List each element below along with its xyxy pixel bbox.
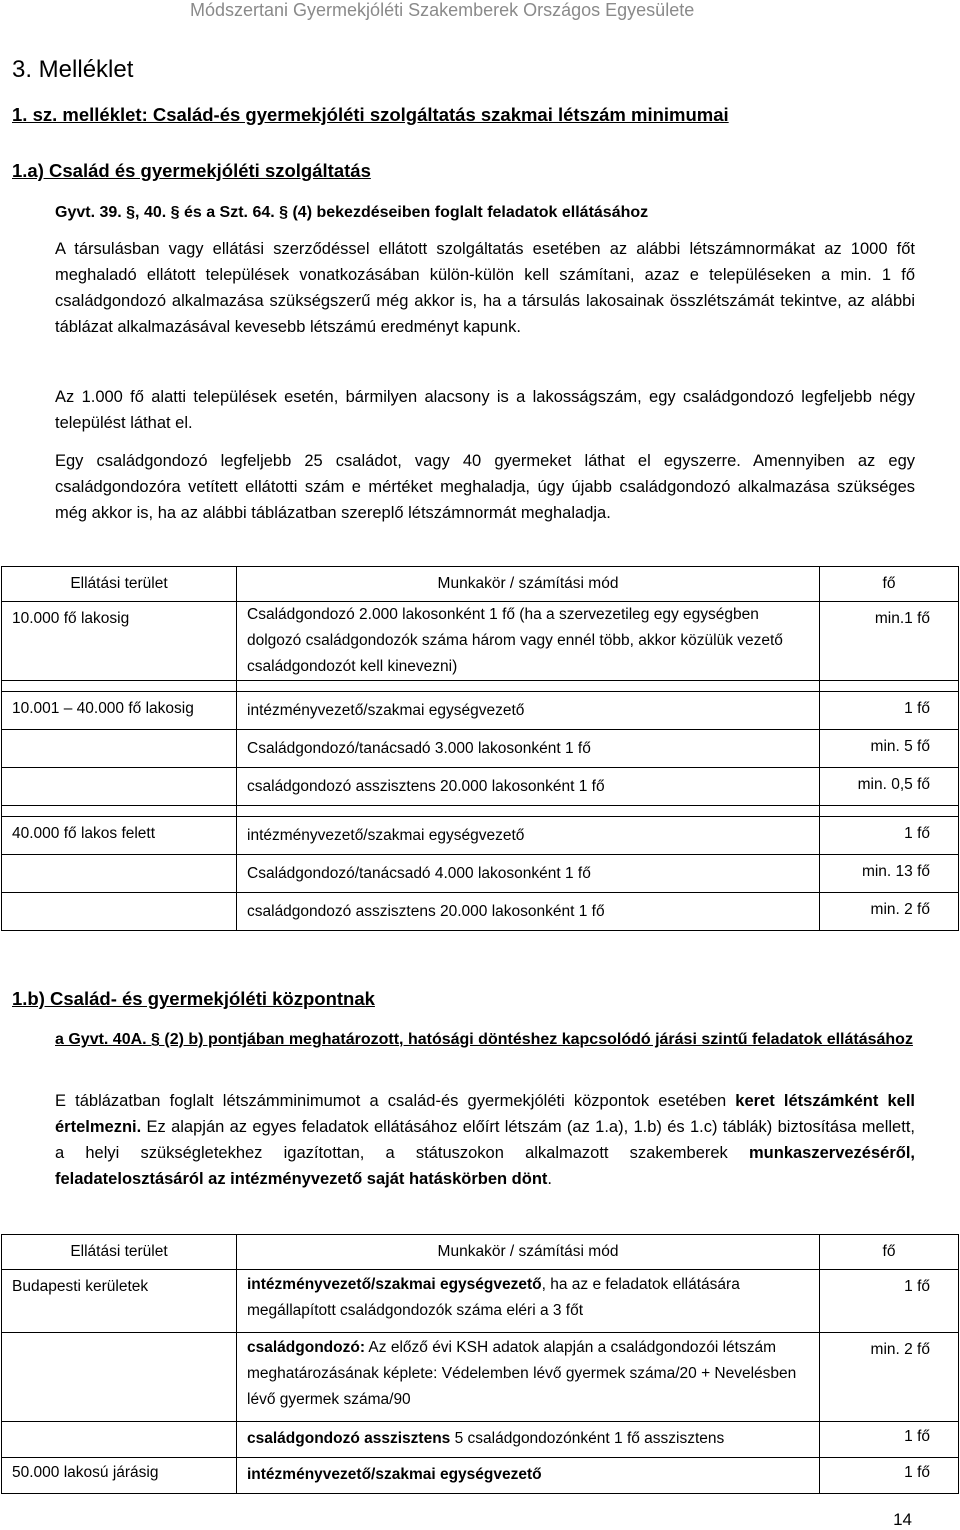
count-cell: min. 13 fő [820,855,959,893]
area-cell-empty [2,768,237,806]
area-cell: 10.001 – 40.000 fő lakosig [2,692,237,730]
role-cell [237,1270,820,1333]
area-cell-empty [2,1333,237,1422]
paragraph-3: Egy családgondozó legfeljebb 25 családot, vagy 40 gyermeket láthat el egyszerre. Amennyiben az egy családgondozóra vetített ellátotti szám e mértéket meghaladja, úgy újabb családgondozó alkalmazása szükséges még akkor is, ha az alábbi táblázatban szereplő létszámnormát meghaladja. [55,452,915,522]
role-cell: intézményvezető/szakmai egységvezető [237,692,820,730]
role-cell: Családgondozó/tanácsadó 3.000 lakosonként 1 fő [237,730,820,768]
col-count-header: fő [820,567,959,602]
col-area-header: Ellátási terület [2,567,237,602]
table-row [2,1270,959,1333]
paragraph-4-text-a: E táblázatban foglalt létszámminimumot a család-és gyermekjóléti központok esetében [55,1092,736,1110]
count-cell: min. 2 fő [820,1333,959,1422]
section-1b-title: 1.b) Család- és gyermekjóléti központnak [12,988,375,1009]
paragraph-4 [55,1088,915,1192]
col-role-header: Munkakör / számítási mód [237,567,820,602]
table-row [2,817,959,855]
count-cell: min. 0,5 fő [820,768,959,806]
paragraph-4-text-e: . [547,1170,552,1188]
role-cell: családgondozó asszisztens 20.000 lakosonként 1 fő [237,768,820,806]
staffing-table-1a [1,566,959,931]
table-spacer-row [2,806,959,817]
area-cell: Budapesti kerületek [2,1270,237,1333]
area-cell-empty [2,893,237,931]
count-cell: 1 fő [820,692,959,730]
table-row [2,768,959,806]
count-cell: 1 fő [820,817,959,855]
section-1a-subtitle: Gyvt. 39. §, 40. § és a Szt. 64. § (4) bekezdéseiben foglalt feladatok ellátásához [55,204,649,221]
staffing-table-1b [1,1234,959,1494]
area-cell-empty [2,855,237,893]
count-cell: min. 2 fő [820,893,959,931]
table-header-row [2,567,959,602]
area-cell-empty [2,730,237,768]
table-row [2,893,959,931]
count-cell: 1 fő [820,1422,959,1458]
area-cell: 10.000 fő lakosig [2,602,237,681]
role-cell: Családgondozó 2.000 lakosonként 1 fő (ha a szervezetileg egy egységben dolgozó családgondozók száma három vagy ennél több, akkor közülük vezető családgondozót kell kinevezni) [237,602,820,681]
page-title: 3. Melléklet [12,56,134,83]
section-1b-subtitle: a Gyvt. 40A. § (2) b) pontjában meghatározott, hatósági döntéshez kapcsolódó járási szintű feladatok ellátásához [55,1031,913,1048]
role-cell: családgondozó asszisztens 20.000 lakosonként 1 fő [237,893,820,931]
table-row [2,855,959,893]
role-cell-text: , ha az e feladatok ellátására megállapított családgondozók száma eléri a 3 főt [247,1276,740,1319]
page-number: 14 [893,1510,912,1529]
area-cell-empty [2,1422,237,1458]
paragraph-4-text-c: Ez alapján az egyes feladatok ellátásához előírt létszám (az 1.a), 1.b) és 1.c) táblák) biztosítása mellett, a helyi szükségletekhez igazítottan, a státuszokon alkalmazott szakemberek [55,1118,915,1162]
table-row [2,692,959,730]
role-cell-bold: intézményvezető/szakmai egységvezető [247,1466,542,1483]
section-1-title: 1. sz. melléklet: Család-és gyermekjóléti szolgáltatás szakmai létszám minimumai [12,104,729,125]
count-cell: min. 5 fő [820,730,959,768]
count-cell: 1 fő [820,1458,959,1494]
col-count-header: fő [820,1235,959,1270]
count-cell: min.1 fő [820,602,959,681]
paragraph-4-bold-d: munkaszervezéséről, feladatelosztásáról az intézményvezető saját hatáskörben dönt [55,1144,915,1188]
section-1a-title: 1.a) Család és gyermekjóléti szolgáltatás [12,160,371,181]
table-row [2,730,959,768]
table-spacer-row [2,681,959,692]
col-area-header: Ellátási terület [2,1235,237,1270]
role-cell: Családgondozó/tanácsadó 4.000 lakosonként 1 fő [237,855,820,893]
table-row [2,1458,959,1494]
role-cell [237,1458,820,1494]
count-cell: 1 fő [820,1270,959,1333]
table-row [2,1422,959,1458]
col-role-header: Munkakör / számítási mód [237,1235,820,1270]
role-cell-bold: családgondozó: [247,1339,365,1356]
area-cell: 40.000 fő lakos felett [2,817,237,855]
paragraph-4-bold-b: keret létszámként kell értelmezni. [55,1092,916,1136]
table-row [2,1333,959,1422]
area-cell: 50.000 lakosú járásig [2,1458,237,1494]
table-row [2,602,959,681]
role-cell-bold: családgondozó asszisztens [247,1430,451,1447]
paragraph-1: A társulásban vagy ellátási szerződéssel ellátott szolgáltatás esetében az alábbi létszámnormákat az 1000 főt meghaladó ellátott települések vonatkozásában külön-külön kell számítani, azaz e településeken a min. 1 fő családgondozó alkalmazása szükségszerű még akkor is, ha a társulás lakosainak összlétszámát tekintve, az alábbi táblázat alkalmazásával kevesebb létszámú eredményt kapunk. [55,240,915,336]
role-cell-bold: intézményvezető/szakmai egységvezető [247,1276,542,1293]
running-header: Módszertani Gyermekjóléti Szakemberek Országos Egyesülete [190,0,695,20]
role-cell [237,1333,820,1422]
role-cell [237,1422,820,1458]
role-cell-text: Az előző évi KSH adatok alapján a családgondozói létszám meghatározásának képlete: Védelemben lévő gyermek száma/20 + Nevelésben lévő gyermek száma/90 [247,1339,797,1408]
table-header-row [2,1235,959,1270]
role-cell-text: 5 családgondozónként 1 fő asszisztens [450,1430,725,1447]
paragraph-2: Az 1.000 fő alatti települések esetén, bármilyen alacsony is a lakosságszám, egy családgondozó legfeljebb négy települést láthat el. [55,388,915,432]
role-cell: intézményvezető/szakmai egységvezető [237,817,820,855]
